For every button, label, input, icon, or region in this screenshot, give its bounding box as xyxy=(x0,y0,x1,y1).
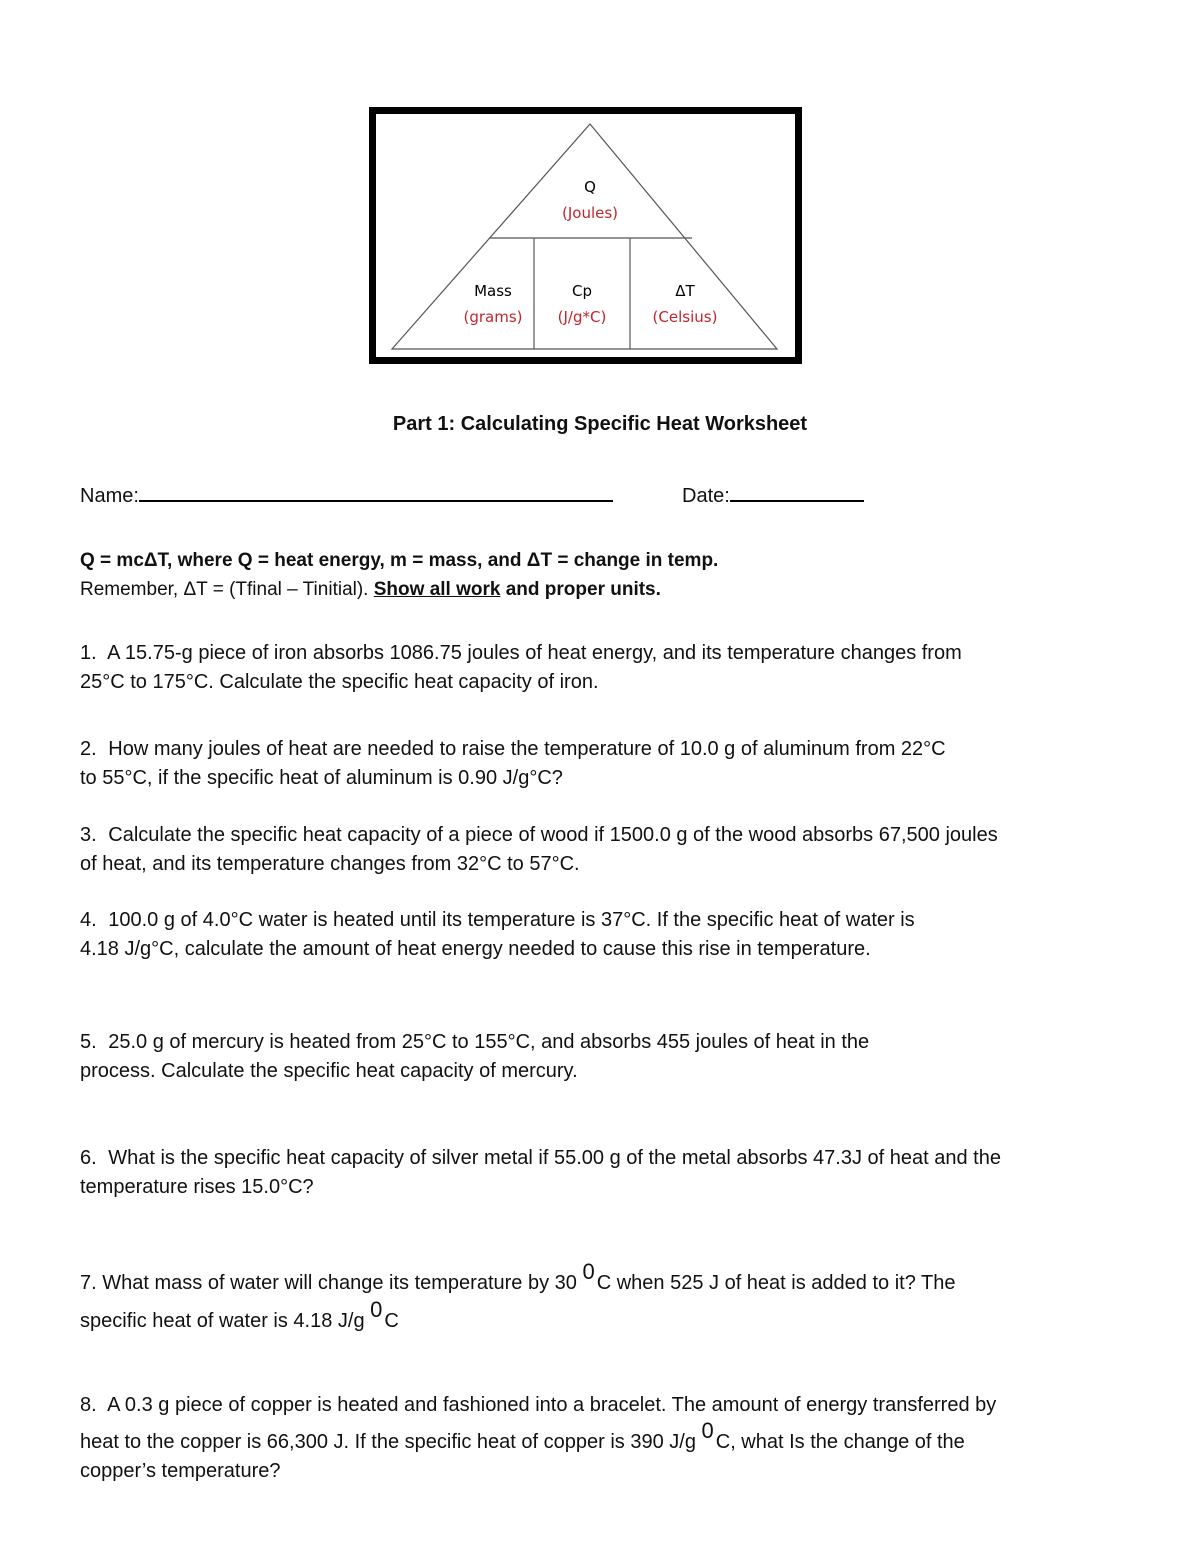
question-text-line: to 55°C, if the specific heat of aluminum is 0.90 J/g°C? xyxy=(80,767,563,789)
question-text-line: 25°C to 175°C. Calculate the specific heat capacity of iron. xyxy=(80,671,599,693)
delta-t-unit: (Celsius) xyxy=(652,308,718,326)
question-text-line: Calculate the specific heat capacity of a piece of wood if 1500.0 g of the wood absorbs 67,500 joules xyxy=(108,824,998,846)
question-text-line: process. Calculate the specific heat capacity of mercury. xyxy=(80,1060,578,1082)
question-text-line: How many joules of heat are needed to raise the temperature of 10.0 g of aluminum from 22°C xyxy=(108,738,946,760)
mass-unit: (grams) xyxy=(463,308,523,326)
question-text-line: temperature rises 15.0°C? xyxy=(80,1176,314,1198)
question-text-line: What is the specific heat capacity of silver metal if 55.00 g of the metal absorbs 47.3J of heat and the xyxy=(108,1147,1001,1169)
question-5 xyxy=(80,1028,1090,1086)
question-3 xyxy=(80,821,1090,879)
question-2 xyxy=(80,735,1090,793)
date-field xyxy=(682,480,864,508)
cp-label: Cp xyxy=(572,282,592,300)
worksheet-title: Part 1: Calculating Specific Heat Worksheet xyxy=(392,413,808,435)
heat-triangle-svg xyxy=(376,114,795,357)
delta-t-label: ΔT xyxy=(675,282,695,300)
question-text: C xyxy=(384,1310,399,1332)
date-line[interactable] xyxy=(730,480,864,502)
question-text: specific heat of water is 4.18 J/g xyxy=(80,1310,371,1332)
name-label: Name: xyxy=(80,485,139,507)
formula-line-2 xyxy=(80,575,718,604)
q-unit: (Joules) xyxy=(561,204,619,222)
question-text: heat to the copper is 66,300 J. If the specific heat of copper is 390 J/g xyxy=(80,1431,702,1453)
degree-superscript: 0 xyxy=(370,1297,383,1322)
question-text: C, what Is the change of the xyxy=(715,1431,965,1453)
question-text: What mass of water will change its temperature by 30 xyxy=(102,1272,583,1294)
question-7 xyxy=(80,1259,1090,1340)
question-text-line: 4.18 J/g°C, calculate the amount of heat energy needed to cause this rise in temperature. xyxy=(80,938,871,960)
cp-unit: (J/g*C) xyxy=(557,308,607,326)
degree-superscript: 0 xyxy=(701,1418,714,1443)
question-number: 6. xyxy=(80,1147,97,1169)
question-number: 4. xyxy=(80,909,97,931)
question-number: 5. xyxy=(80,1031,97,1053)
degree-superscript: 0 xyxy=(582,1259,595,1284)
question-text-line: A 15.75-g piece of iron absorbs 1086.75 joules of heat energy, and its temperature changes from xyxy=(107,642,962,664)
question-4 xyxy=(80,906,1090,964)
question-number: 8. xyxy=(80,1394,97,1416)
question-6 xyxy=(80,1144,1090,1202)
question-text-line: 100.0 g of 4.0°C water is heated until its temperature is 37°C. If the specific heat of water is xyxy=(108,909,915,931)
question-text-line: copper’s temperature? xyxy=(80,1460,281,1482)
name-field xyxy=(80,480,613,508)
question-text-line: of heat, and its temperature changes from 32°C to 57°C. xyxy=(80,853,580,875)
formula-block xyxy=(80,546,718,604)
question-8 xyxy=(80,1391,1090,1486)
question-number: 2. xyxy=(80,738,97,760)
show-all-work: Show all work xyxy=(373,579,501,600)
mass-label: Mass xyxy=(474,282,512,300)
date-label: Date: xyxy=(682,485,730,507)
question-1 xyxy=(80,639,1090,697)
question-number: 3. xyxy=(80,824,97,846)
formula-line-1: Q = mcΔT, where Q = heat energy, m = mass, and ΔT = change in temp. xyxy=(80,550,719,571)
name-line[interactable] xyxy=(139,480,613,502)
formula-line-2-prefix: Remember, ΔT = (Tfinal – Tinitial). xyxy=(80,579,374,600)
heat-triangle-diagram xyxy=(369,107,802,364)
question-number: 1. xyxy=(80,642,97,664)
question-text-line: 25.0 g of mercury is heated from 25°C to 155°C, and absorbs 455 joules of heat in the xyxy=(108,1031,870,1053)
question-number: 7. xyxy=(80,1272,97,1294)
formula-line-2-suffix: and proper units. xyxy=(500,579,661,600)
question-text-line: A 0.3 g piece of copper is heated and fashioned into a bracelet. The amount of energy transferred by xyxy=(107,1394,997,1416)
question-text: C when 525 J of heat is added to it? The xyxy=(596,1272,956,1294)
q-label: Q xyxy=(584,178,596,196)
